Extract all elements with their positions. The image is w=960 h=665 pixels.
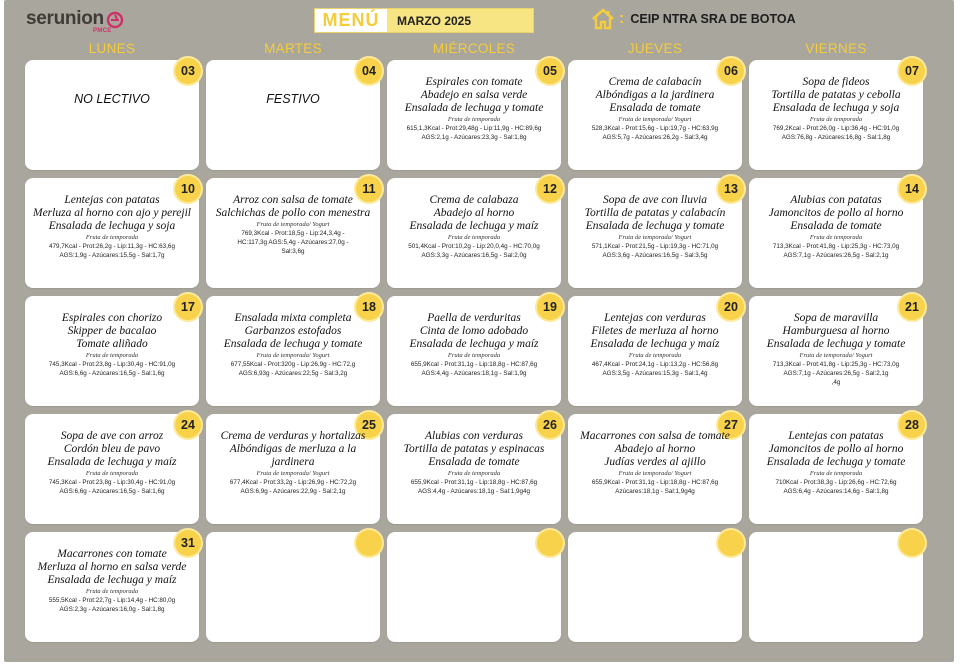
nutrition-info: 571,1Kcal - Prot:21,5g - Lip:19,3g - HC:71,0g AGS:3,6g - Azúcares:16,5g - Sal:3,5g: [591, 243, 719, 259]
dish-line: Abadejo al horno: [433, 207, 515, 219]
nutrition-info: 713,3Kcal - Prot:41,8g - Lip:25,3g - HC:73,0g AGS:7,1g - Azúcares:26,5g - Sal:2,1g ,4g: [772, 361, 900, 386]
nutrition-info: 655,9Kcal - Prot:31,1g - Lip:18,8g - HC:87,6g AGS:4,4g - Azúcares:18,1g - Sal:1,9g4g: [410, 479, 538, 495]
dish-line: Arroz con salsa de tomate: [233, 194, 353, 206]
dessert-line: Fruta de temporada: [85, 352, 139, 359]
day-number-badge: 17: [175, 294, 201, 320]
menu-content: [29, 312, 195, 378]
day-number-badge: 04: [356, 58, 382, 84]
nutrition-info: 501,4Kcal - Prot:10,2g - Lip:20,0,4g - HC:70,0g AGS:3,3g - Azúcares:16,5g - Sal:2,0g: [408, 243, 540, 259]
day-number-badge: 20: [718, 294, 744, 320]
dish-line: Ensalada de lechuga y soja: [772, 102, 900, 114]
day-number-badge: 07: [899, 58, 925, 84]
day-cell: [568, 178, 742, 288]
house-icon: [591, 8, 615, 30]
day-cell: [206, 532, 380, 642]
day-header-0: LUNES: [88, 41, 136, 56]
day-number-badge: 19: [537, 294, 563, 320]
day-number-badge: 28: [899, 412, 925, 438]
day-header-4: VIERNES: [805, 41, 867, 56]
dessert-line: Fruta de temporada: [447, 352, 501, 359]
day-cell: [206, 178, 380, 288]
dish-line: Hamburguesa al horno: [782, 325, 890, 337]
day-number-badge: 12: [537, 176, 563, 202]
day-status-label: NO LECTIVO: [74, 92, 150, 106]
nutrition-info: 655,9Kcal - Prot:31,1g - Lip:18,8g - HC:87,6g AGS:4,4g - Azúcares:18,1g - Sal:1,9g: [410, 361, 538, 377]
nutrition-info: 479,7Kcal - Prot:26,2g - Lip:11,3g - HC:63,6g AGS:1,9g - Azúcares:15,5g - Sal:1,7g: [49, 243, 175, 259]
day-cell: [387, 414, 561, 524]
dessert-line: Fruta de temporada: [85, 588, 139, 595]
dessert-line: Fruta de temporada/ Yogurt: [256, 221, 330, 228]
dessert-line: Fruta de temporada: [85, 234, 139, 241]
dish-line: Tortilla de patatas y espinacas: [403, 443, 545, 455]
dish-line: Sopa de fideos: [802, 76, 870, 88]
menu-content: [572, 430, 738, 496]
nutrition-info: 745,3Kcal - Prot:23,8g - Lip:30,4g - HC:91,0g AGS:6,6g - Azúcares:16,5g - Sal:1,6g: [48, 479, 176, 495]
dish-line: Filetes de merluza al horno: [591, 325, 719, 337]
dessert-line: Fruta de temporada: [85, 470, 139, 477]
dish-line: Ensalada de tomate: [790, 220, 882, 232]
nutrition-info: 769,3Kcal - Prot:18,5g - Lip:24,3,4g - HC:117,3g AGS:5,4g - Azúcares:27,0g - Sal:3,6g: [237, 230, 349, 255]
dish-line: Ensalada de lechuga y soja: [48, 220, 176, 232]
day-number-badge: 27: [718, 412, 744, 438]
day-cell: [568, 296, 742, 406]
dessert-line: Fruta de temporada/ Yogurt: [256, 352, 330, 359]
day-number-badge: 10: [175, 176, 201, 202]
dish-line: Ensalada de lechuga y tomate: [766, 456, 906, 468]
dish-line: Alubias con patatas: [790, 194, 882, 206]
day-number-badge: [718, 530, 744, 556]
menu-content: [391, 76, 557, 142]
dish-line: Tomate aliñado: [76, 338, 148, 350]
menu-sheet: [4, 0, 954, 662]
day-cell: [387, 178, 561, 288]
dish-line: Lentejas con patatas: [788, 430, 884, 442]
dish-line: Ensalada de lechuga y maíz: [47, 456, 177, 468]
dish-line: Ensalada de lechuga y maíz: [409, 220, 539, 232]
logo-mark-icon: [105, 11, 125, 29]
nutrition-info: 655,9Kcal - Prot:31,1g - Lip:18,8g - HC:87,6g Azúcares:18,1g - Sal:1,9g4g: [591, 479, 719, 495]
day-cell: [568, 414, 742, 524]
dish-line: Ensalada de lechuga y maíz: [409, 338, 539, 350]
menu-label: MENÚ: [315, 9, 387, 32]
dish-line: Macarrones con salsa de tomate: [580, 430, 730, 442]
dish-line: Ensalada de tomate: [609, 102, 701, 114]
menu-content: [210, 430, 376, 496]
menu-content: [391, 430, 557, 496]
nutrition-info: 677,4Kcal - Prot:33,2g - Lip:26,9g - HC:72,2g AGS:6,9g - Azúcares:22,9g - Sal:2,1g: [229, 479, 357, 495]
dish-line: Abadejo al horno: [614, 443, 696, 455]
dessert-line: Fruta de temporada/ Yogurt: [618, 116, 692, 123]
dish-line: Espirales con tomate: [425, 76, 523, 88]
menu-content: [753, 194, 919, 260]
dessert-line: Fruta de temporada: [628, 352, 682, 359]
dish-line: Espirales con chorizo: [61, 312, 163, 324]
day-number-badge: 05: [537, 58, 563, 84]
dish-line: Paella de verduritas: [427, 312, 521, 324]
menu-content: [753, 430, 919, 496]
dish-line: Merluza al horno con ajo y perejil: [33, 207, 191, 219]
menu-title-box: [314, 8, 534, 33]
menu-content: [210, 194, 376, 256]
dish-line: Abadejo en salsa verde: [420, 89, 528, 101]
dessert-line: Fruta de temporada/ Yogurt: [618, 470, 692, 477]
dessert-line: Fruta de temporada/ Yogurt: [256, 470, 330, 477]
dessert-line: Fruta de temporada/ Yogurt: [618, 234, 692, 241]
menu-content: [753, 76, 919, 142]
day-cell: [206, 296, 380, 406]
nutrition-info: 713,3Kcal - Prot:41,8g - Lip:25,3g - HC:73,0g AGS:7,1g - Azúcares:26,5g - Sal:2,1g: [772, 243, 900, 259]
nutrition-info: 710Kcal - Prot:38,3g - Lip:26,6g - HC:72,6g AGS:6,4g - Azúcares:14,6g - Sal:1,8g: [775, 479, 897, 495]
dessert-line: Fruta de temporada: [809, 116, 863, 123]
dish-line: Garbanzos estofados: [244, 325, 342, 337]
dish-line: Alubias con verduras: [425, 430, 523, 442]
dish-line: Sopa de ave con arroz: [60, 430, 164, 442]
dish-line: Lentejas con patatas: [64, 194, 160, 206]
dish-line: Ensalada de lechuga y maíz: [590, 338, 720, 350]
day-cell: [568, 532, 742, 642]
nutrition-info: 467,4Kcal - Prot:24,1g - Lip:13,2g - HC:56,8g AGS:3,5g - Azúcares:15,3g - Sal:1,4g: [591, 361, 719, 377]
day-cell: [25, 414, 199, 524]
nutrition-info: 555,5Kcal - Prot:22,7g - Lip:14,4g - HC:80,0g AGS:2,3g - Azúcares:16,0g - Sal:1,8g: [48, 597, 176, 613]
dish-line: Tortilla de patatas y calabacín: [584, 207, 726, 219]
dish-line: Albóndigas de merluza a la jardinera: [229, 443, 357, 468]
day-cell: [568, 60, 742, 170]
day-cell: [749, 178, 923, 288]
logo-sub: PMCE: [93, 28, 112, 34]
menu-content: [391, 194, 557, 260]
day-cell: [387, 296, 561, 406]
dish-line: Lentejas con verduras: [604, 312, 706, 324]
serunion-logo: [26, 8, 125, 34]
day-cell: [25, 60, 199, 170]
day-number-badge: 03: [175, 58, 201, 84]
day-status-label: FESTIVO: [266, 92, 320, 106]
day-number-badge: 06: [718, 58, 744, 84]
day-number-badge: 14: [899, 176, 925, 202]
dish-line: Sopa de maravilla: [793, 312, 879, 324]
dish-line: Crema de calabaza: [429, 194, 519, 206]
day-header-3: JUEVES: [627, 41, 683, 56]
day-number-badge: 25: [356, 412, 382, 438]
day-number-badge: [537, 530, 563, 556]
day-number-badge: 24: [175, 412, 201, 438]
nutrition-info: 615,1,3Kcal - Prot:29,48g - Lip:11,9g - HC:89,6g AGS:2,1g - Azúcares:23,3g - Sal:1,8g: [406, 125, 542, 141]
day-cell: [387, 532, 561, 642]
dish-line: Tortilla de patatas y cebolla: [771, 89, 901, 101]
dish-line: Skipper de bacalao: [67, 325, 157, 337]
dish-line: Merluza al horno en salsa verde: [37, 561, 187, 573]
dish-line: Sopa de ave con lluvia: [602, 194, 708, 206]
dish-line: Ensalada de lechuga y maíz: [47, 574, 177, 586]
nutrition-info: 528,3Kcal - Prot:15,6g - Lip:19,7g - HC:63,9g AGS:5,7g - Azúcares:26,2g - Sal:3,4g: [591, 125, 719, 141]
day-number-badge: 18: [356, 294, 382, 320]
day-cell: [25, 178, 199, 288]
dessert-line: Fruta de temporada: [809, 470, 863, 477]
menu-content: [29, 194, 195, 260]
dish-line: Jamoncitos de pollo al horno: [768, 443, 904, 455]
school-name: CEIP NTRA SRA DE BOTOA: [630, 12, 796, 26]
menu-content: [29, 430, 195, 496]
school-header: [591, 8, 796, 30]
school-colon: :: [619, 10, 625, 27]
day-cell: [387, 60, 561, 170]
day-cell: [25, 296, 199, 406]
dish-line: Ensalada de lechuga y tomate: [404, 102, 544, 114]
day-number-badge: [356, 530, 382, 556]
day-cell: [749, 60, 923, 170]
dish-line: Macarrones con tomate: [57, 548, 167, 560]
dessert-line: Fruta de temporada/ Yogurt: [799, 352, 873, 359]
day-number-badge: 21: [899, 294, 925, 320]
day-cell: [206, 60, 380, 170]
day-header-2: MIÉRCOLES: [432, 41, 516, 56]
dish-line: Albóndigas a la jardinera: [595, 89, 715, 101]
dish-line: Crema de verduras y hortalizas: [220, 430, 366, 442]
dish-line: Jamoncitos de pollo al horno: [768, 207, 904, 219]
dish-line: Ensalada de lechuga y tomate: [766, 338, 906, 350]
day-number-badge: 31: [175, 530, 201, 556]
dessert-line: Fruta de temporada: [447, 116, 501, 123]
menu-content: [29, 548, 195, 614]
day-cell: [206, 414, 380, 524]
dish-line: Salchichas de pollo con menestra: [215, 207, 371, 219]
day-number-badge: 13: [718, 176, 744, 202]
dish-line: Ensalada mixta completa: [234, 312, 352, 324]
dish-line: Ensalada de lechuga y tomate: [223, 338, 363, 350]
menu-content: [572, 312, 738, 378]
dish-line: Judías verdes al ajillo: [604, 456, 706, 468]
day-cell: [749, 414, 923, 524]
menu-content: [753, 312, 919, 387]
dish-line: Cinta de lomo adobado: [419, 325, 529, 337]
menu-content: [210, 312, 376, 378]
dessert-line: Fruta de temporada: [809, 234, 863, 241]
menu-content: [391, 312, 557, 378]
day-number-badge: [899, 530, 925, 556]
dish-line: Crema de calabacín: [608, 76, 702, 88]
dessert-line: Fruta de temporada: [447, 234, 501, 241]
day-cell: [25, 532, 199, 642]
day-cell: [749, 532, 923, 642]
nutrition-info: 769,2Kcal - Prot:26,0g - Lip:36,4g - HC:91,0g AGS:76,8g - Azúcares:16,8g - Sal:1,8g: [772, 125, 900, 141]
dish-line: Ensalada de tomate: [428, 456, 520, 468]
dessert-line: Fruta de temporada: [447, 470, 501, 477]
dish-line: Cordón bleu de pavo: [63, 443, 161, 455]
dish-line: Ensalada de lechuga y tomate: [585, 220, 725, 232]
menu-content: [572, 76, 738, 142]
day-number-badge: 26: [537, 412, 563, 438]
day-header-1: MARTES: [264, 41, 322, 56]
logo-text: serunion: [26, 8, 104, 29]
nutrition-info: 677,55Kcal - Prot:320g - Lip:26,9g - HC:72,g AGS:6,93g - Azúcares:22,5g - Sal:3,2g: [230, 361, 356, 377]
day-cell: [749, 296, 923, 406]
day-number-badge: 11: [356, 176, 382, 202]
menu-month: MARZO 2025: [397, 13, 472, 28]
menu-content: [572, 194, 738, 260]
nutrition-info: 745,3Kcal - Prot:23,8g - Lip:30,4g - HC:91,0g AGS:6,6g - Azúcares:16,5g - Sal:1,6g: [48, 361, 176, 377]
